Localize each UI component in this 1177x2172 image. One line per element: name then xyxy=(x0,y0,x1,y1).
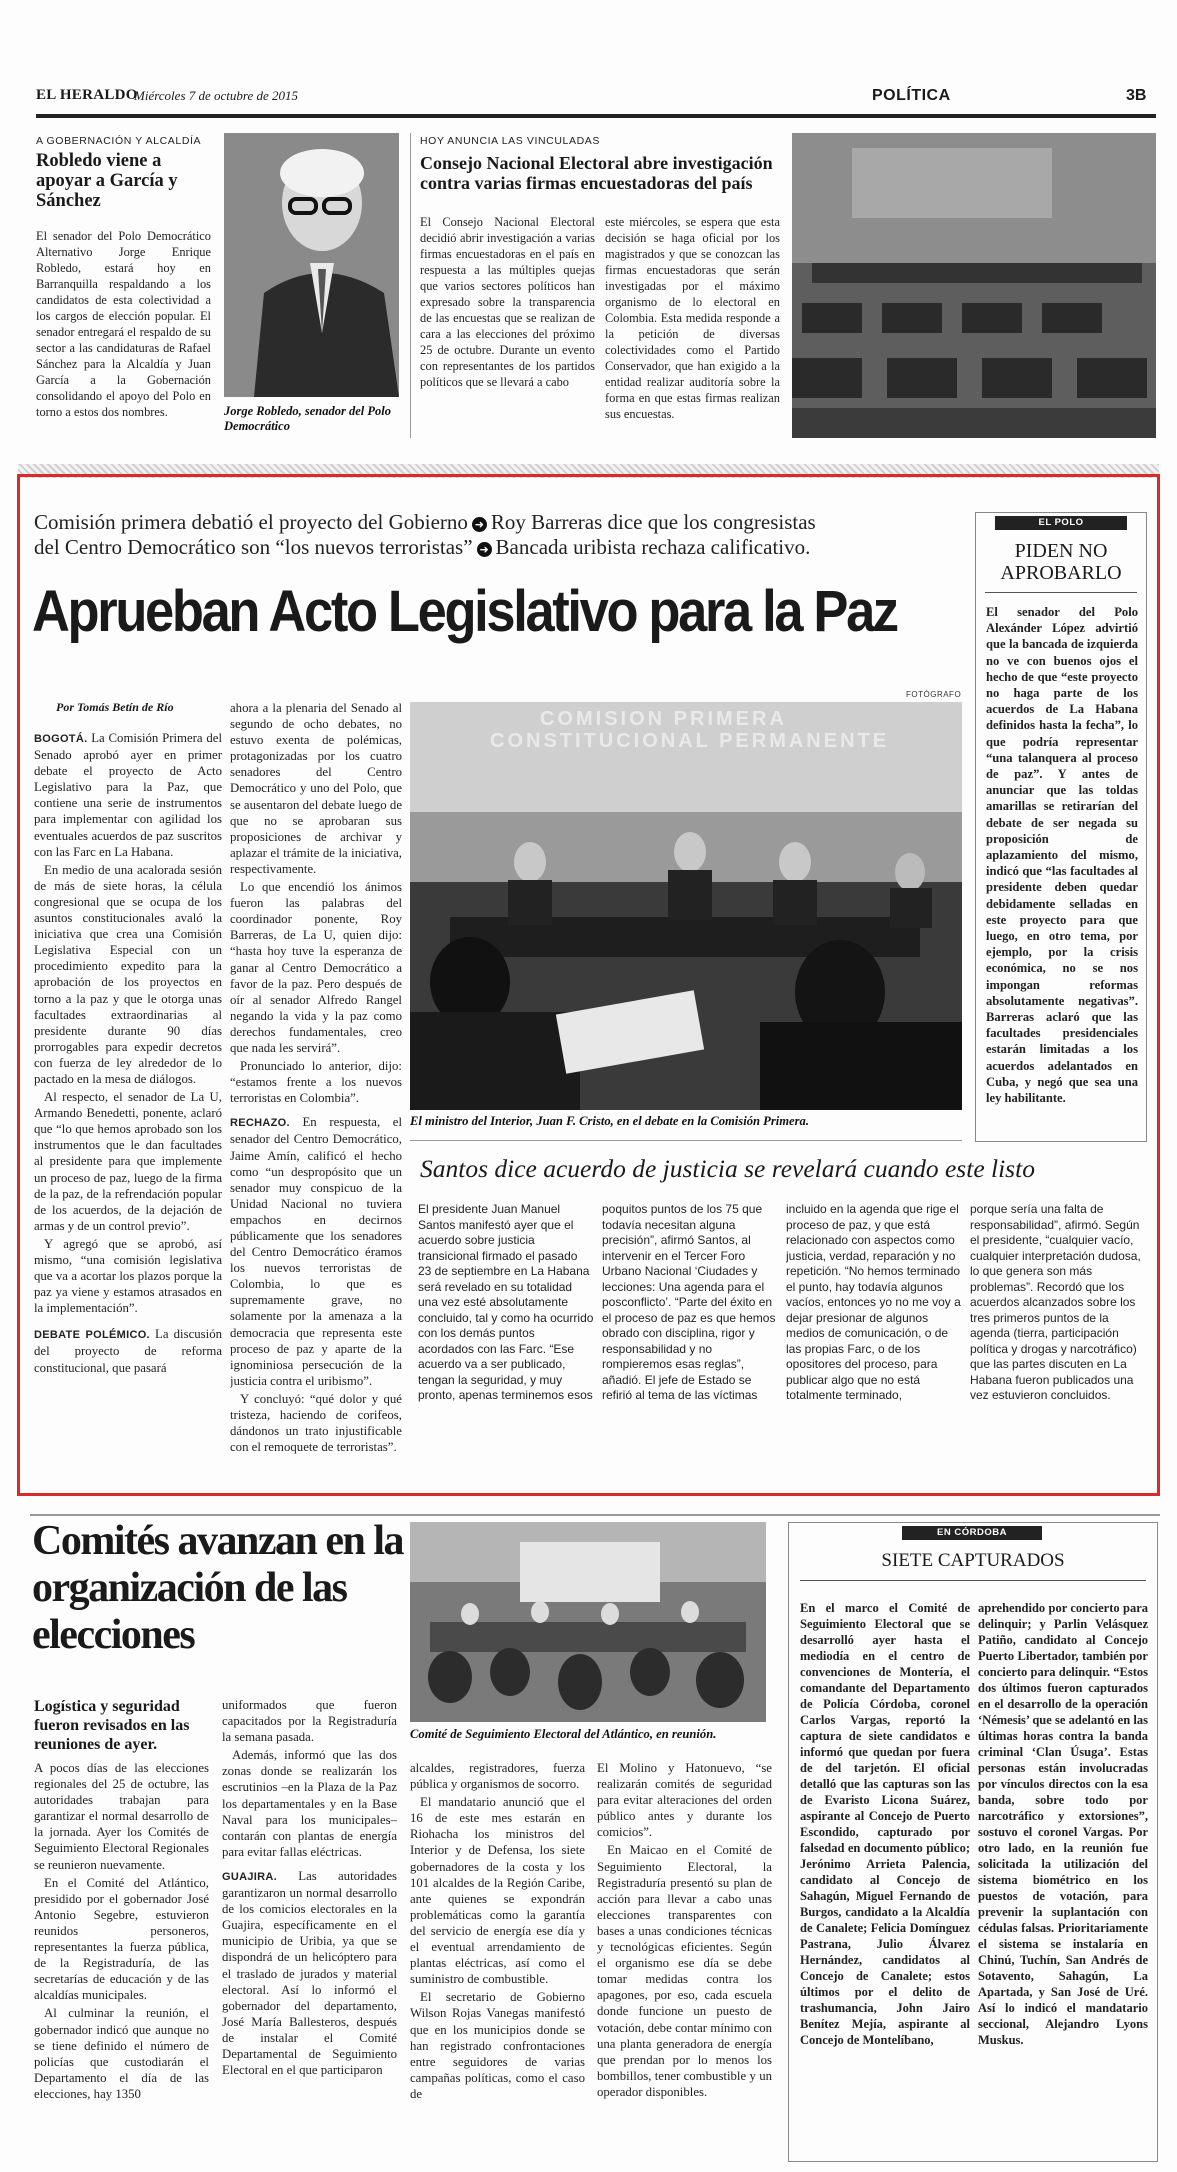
santos-col4: porque sería una falta de responsabilidad”, afirmó. Según el presidente, “cualquier vacío, cualquier interpretación dudosa, lo que genera son más problemas”. Recordó que los acuerdos alcanzados sobre los tres primeros puntos de la agenda (tierra, participación política y drogas y narcotráfico) que las partes discuten en La Habana fueron publicados una vez estuvieron concluidos. xyxy=(970,1202,1141,1402)
cne-col2: este miércoles, se espera que esta decisión se haga oficial por los magistrados y que se conozcan las firmas encuestadoras que serán investigadas por el máximo organismo de lo electoral en Colombia. Esta medida responde a la petición de diversas colectividades como el Partido Conservador, que han exigido a la entidad realizar auditoría sobre la forma en que estas firmas realizan sus encuestas. xyxy=(605,215,780,421)
comites-col3-p1: alcaldes, registradores, fuerza pública y organismos de socorro. xyxy=(410,1761,585,1792)
comites-col1-p2: En el Comité del Atlántico, presidido por el gobernador José Antonio Segebre, estuvieron reunidos personeros, representantes la fuerza pública, de la Registraduría, de las secretarías de educación y de las alcaldías municipales. xyxy=(34,1875,209,2003)
polo-kicker: EL POLO xyxy=(995,516,1127,530)
comites-photo xyxy=(410,1522,766,1722)
cne-kicker: HOY ANUNCIA LAS VINCULADAS xyxy=(420,135,600,147)
robledo-body: El senador del Polo Democrático Alternativo Jorge Enrique Robledo, estará hoy en Barranquilla respaldando a los candidatos de esta colectividad a los cargos de elección popular. El senador entregará el respaldo de su sector a las candidaturas de Rafael Sánchez para la Alcaldía y Juan García a la Gobernación consolidando el apoyo del Polo en torno a estos dos nombres. xyxy=(36,229,211,419)
main-col2-p2: Lo que encendió los ánimos fueron las palabras del coordinador ponente, Roy Barreras, de La U, quien dijo: “hasta hoy tuve la esperanza de ganar al Centro Democrático a favor de la paz. Pero después de oír al senador Alfredo Rangel negando la vida y la paz como derechos fundamentales, creo que nada les servirá”. xyxy=(230,880,402,1055)
santos-title: Santos dice acuerdo de justicia se revelará cuando este listo xyxy=(420,1154,1035,1183)
main-col2-p1: ahora a la plenaria del Senado al segundo de ocho debates, no estuvo exenta de polémicas, protagonizadas por los cuatro senadores del Centro Democrático y uno del Polo, que se ausentaron del debate luego de que no se aprobaran sus proposiciones de archivar y aplazar el trámite de la iniciativa, respectivamente. xyxy=(230,701,402,876)
deck-part-3: del Centro Democrático son “los nuevos terroristas” xyxy=(34,535,473,559)
main-col2-b1: En respuesta, el senador del Centro Democrático, Jaime Amín, calificó el hecho como “un despropósito que un senador muy conspicuo de la Unidad Nacional no tuviera empachos en decirnos públicamente que los senadores del Centro Democrático éramos los nuevos terroristas de Colombia, lo que es supremamente grave, no solamente por la amenaza a la democracia que representa este proceso de paz y aparte de la ignominiosa persecución de la justicia contra el uribismo”. xyxy=(230,1115,402,1388)
masthead xyxy=(36,84,1156,114)
comites-col3 xyxy=(410,1760,585,2160)
main-deck xyxy=(34,510,974,560)
main-col1-p1: La Comisión Primera del Senado aprobó ayer en primer debate el proyecto de Acto Legislativo para la Paz, que contiene una serie de instrumentos para implementar con agilidad los eventuales acuerdos de paz suscritos con las Farc en La Habana. xyxy=(34,731,222,859)
main-headline: Aprueban Acto Legislativo para la Paz xyxy=(32,579,897,644)
robledo-photo xyxy=(224,133,399,397)
arrow-right-icon: ➜ xyxy=(477,542,492,557)
deck-part-4: Bancada uribista rechaza calificativo. xyxy=(495,535,811,559)
main-col1-p3: Al respecto, el senador de La U, Armando Benedetti, ponente, aclaró que “lo que hemos aprobado son los instrumentos que le dan facultades al presidente para que implemente un proceso de paz, luego de la firma de la paz, de la refrendación popular de los acuerdos, de la dejación de armas y de un control previo”. xyxy=(34,1090,222,1233)
conference-room-icon xyxy=(792,133,1156,438)
comites-col2-p2: Además, informó que las dos zonas donde se realizarán los escrutinios –en la Plaza de la Paz los departamentales y en la Base Naval para los municipales– contarán con plantas de energía para evitar fallas eléctricas. xyxy=(222,1748,397,1859)
cordoba-title: SIETE CAPTURADOS xyxy=(881,1550,1065,1571)
caption-rule xyxy=(410,1140,962,1141)
cordoba-col1: En el marco el Comité de Seguimiento Electoral que se desarrolló ayer hasta el mediodía en el centro de convenciones de Montería, el comandante del Departamento de Policía Córdoba, coronel Carlos Vargas, reportó la captura de siete candidatos e informó que quedan por fuera de del tarjetón. El oficial detalló que las capturas son las de Evaristo Licona Suárez, aspirante al Concejo de Puerto Escondido, capturado por falsedad en documento público; Jerónimo Arrieta Palencia, candidato al Concejo de Sahagún, Miguel Fernando de Burgos, candidato a la Alcaldía de Canalete; Felicia Domínguez Pastrana, Julio Álvarez Hernández, candidatos al Concejo de Canalete; estos últimos por el delito de trashumancia, John Jairo Benítez Mejía, aspirante al Concejo de Montelíbano, xyxy=(800,1601,970,2047)
comites-col1-p1: A pocos días de las elecciones regionales del 25 de octubre, las autoridades trabajan para garantizar el normal desarrollo de la jornada. Ayer los Comités de Seguimiento Electoral Regionales se reunieron nuevamente. xyxy=(34,1761,209,1872)
cordoba-col2: aprehendido por concierto para delinquir; y Parlin Velásquez Patiño, candidato al Concejo Puerto Libertador, también por concierto para delinquir. “Estos dos últimos fueron capturados en el desarrollo de la operación ‘Némesis’ que se adelantó en las últimas horas contra la banda criminal ‘Clan Úsuga’. Estas personas están involucradas por vínculos directos con la esa banda, sobre todo por narcotráfico y extorsiones”, sostuvo el coronel Vargas. Por otro lado, en la reunión fue solicitada la utilización del sistema biométrico en los puestos de votación, para prevenir la suplantación con cédulas falsas. Prioritariamente el sistema se instalaría en Chinú, Tuchín, San Andrés de Sotavento, Sahagún, La Apartada, y San José de Uré. Así lo indicó el mandatario seccional, Alejandro Lyons Muskus. xyxy=(978,1601,1148,2047)
comites-col4 xyxy=(597,1760,772,2160)
main-col1-tail: La discusión del proyecto de reforma constitucional, que pasará xyxy=(34,1327,222,1375)
deck-part-1: Comisión primera debatió el proyecto del Gobierno xyxy=(34,510,468,534)
santos-col3: incluido en la agenda que rige el proceso de paz, y que está relacionado con aspectos como justicia, verdad, reparación y no repetición. “No hemos terminado el punto, hay todavía algunos vacíos, entonces yo no me voy a dejar presionar de algunos medios de comunicación, o de las propias Farc, o de los opositores del proceso, para publicar algo que no está totalmente terminado, xyxy=(786,1202,961,1402)
page-number: 3B xyxy=(1126,87,1147,104)
comites-headline: Comités avanzan en la organización de las elecciones xyxy=(32,1518,403,1658)
robledo-portrait-icon xyxy=(224,133,399,397)
issue-date: Miércoles 7 de octubre de 2015 xyxy=(134,88,299,103)
main-col1 xyxy=(34,730,222,1470)
comites-col4-p2: En Maicao en el Comité de Seguimiento Electoral, la Registraduría presentó su plan de acción para llevar a cabo unas elecciones transparentes con bases a unas condiciones técnicas y tecnológicas eficientes. Según el organismo ese día se debe tomar medidas contra los apagones, por eso, cada escuela donde funcione un puesto de votación, debe contar mínimo con una planta generadora de energía que prendan por lo menos los bombillos, tener combustible y un operador disponibles. xyxy=(597,1843,772,2099)
comites-col4-p1: El Molino y Hatonuevo, “se realizarán comités de seguridad para evitar alteraciones del orden público antes y durante los comicios”. xyxy=(597,1761,772,1840)
comites-col2-b: Las autoridades garantizaron un normal desarrollo de los comicios electorales en la Guajira, específicamente en el municipio de Uribia, ya que se dispondrá de un helicóptero para el traslado de jurados y material electoral. Así lo informó el gobernador del departamento, José María Ballesteros, después de instalar el Comité Departamental de Seguimiento Electoral en el que participaron xyxy=(222,1868,397,2078)
subhead-rechazo: RECHAZO. xyxy=(230,1117,290,1130)
polo-body: El senador del Polo Alexánder López advirtió que la bancada de izquierda no ve con buenos ojos el hecho de que “este proyecto no haga parte de los acuerdos de La Habana definidos hasta la fecha”, lo que podría representar “una talanquera al proceso de paz”. Y antes de anunciar que las toldas amarillas se retirarían del debate de ser negada su proposición de aplazamiento del mismo, indicó que “las facultades al presidente deben quedar debidamente selladas en este proyecto para que luego, en otro tema, por ejemplo, por la crisis económica, no se nos impongan reformas absolutamente negativas”. Barreras aclaró que las facultades presidenciales estarán limitadas a los acuerdos adelantados en Cuba, y negó que sea una ley habilitante. xyxy=(986,605,1138,1106)
photo-credit: FOTÓGRAFO xyxy=(906,690,962,699)
deck-part-2: Roy Barreras dice que los congresistas xyxy=(490,510,816,534)
robledo-kicker: A GOBERNACIÓN Y ALCALDÍA xyxy=(36,135,202,147)
robledo-title: Robledo viene a apoyar a García y Sánchez xyxy=(36,151,178,211)
bottom-rule xyxy=(30,1514,1160,1516)
cordoba-kicker: EN CÓRDOBA xyxy=(902,1526,1042,1540)
robledo-caption: Jorge Robledo, senador del Polo Democrático xyxy=(224,404,392,433)
cordoba-title-rule xyxy=(800,1580,1146,1581)
dateline: BOGOTÁ. xyxy=(34,733,88,745)
comites-col2-p1: uniformados que fueron capacitados por la Registraduría la semana pasada. xyxy=(222,1698,397,1745)
main-col2-p3: Pronunciado lo anterior, dijo: “estamos frente a los nuevos terroristas en Colombia”. xyxy=(230,1059,402,1106)
comites-col1 xyxy=(34,1760,209,2160)
arrow-right-icon: ➜ xyxy=(472,517,487,532)
meeting-room-icon xyxy=(410,1522,766,1722)
cne-title: Consejo Nacional Electoral abre investigación contra varias firmas encuestadoras del país xyxy=(420,153,773,193)
banner-line-1: COMISION PRIMERA xyxy=(540,708,787,730)
comites-col1-p3: Al culminar la reunión, el gobernador indicó que aunque no se tiene definido el número de policías que custodiarán el Departamento el día de las elecciones, hay 1350 xyxy=(34,2006,209,2101)
comites-col2 xyxy=(222,1697,397,2157)
polo-title: PIDEN NO APROBARLO xyxy=(1000,540,1122,584)
polo-title-rule xyxy=(985,592,1137,593)
section-name: POLÍTICA xyxy=(872,87,951,104)
main-col1-p4: Y agregó que se aprobó, así mismo, “una comisión legislativa que va a acortar los plazos porque la paz ya viene y estamos atrasados en la implementación”. xyxy=(34,1236,222,1316)
paper-name: EL HERALDO xyxy=(36,87,138,103)
masthead-rule xyxy=(36,114,1156,118)
main-photo xyxy=(410,702,962,1110)
comites-sub: Logística y seguridad fueron revisados en las reuniones de ayer. xyxy=(34,1698,190,1753)
main-col1-p2: En medio de una acalorada sesión de más de siete horas, la célula congresional que se ocupa de los asuntos constitucionales avaló la iniciativa que crea una Comisión Legislativa Especial con un procedimiento expedito para la aprobación de los proyectos en torno a la paz y que le otorga unas facultades extraordinarias al presidente durante 90 días prorrogables para expedir decretos con fuerza de ley alrededor de lo pactado en la mesa de diálogos. xyxy=(34,862,222,1086)
comites-caption: Comité de Seguimiento Electoral del Atlántico, en reunión. xyxy=(410,1727,717,1741)
cne-col1: El Consejo Nacional Electoral decidió abrir investigación a varias firmas encuestadoras en el país en respuesta a las múltiples quejas que varios sectores políticos han expresado sobre la transparencia de las encuestas que se realizan de cara a las elecciones del próximo 25 de octubre. Durante un evento con representantes de los partidos políticos que se llevará a cabo xyxy=(420,215,595,389)
main-caption: El ministro del Interior, Juan F. Cristo, en el debate en la Comisión Primera. xyxy=(410,1114,809,1128)
comites-col3-p3: El secretario de Gobierno Wilson Rojas Vanegas manifestó que en los municipios donde se han registrado confrontaciones entre seguidores de varias campañas políticas, como el caso de xyxy=(410,1990,585,2101)
subhead-debate: DEBATE POLÉMICO. xyxy=(34,1329,150,1342)
subhead-guajira: GUAJIRA. xyxy=(222,1870,277,1883)
cne-photo xyxy=(792,133,1156,438)
main-col2 xyxy=(230,700,402,1470)
top-divider-1 xyxy=(410,133,411,438)
senate-commission-icon xyxy=(410,702,962,1110)
main-byline: Por Tomás Betín de Río xyxy=(56,700,174,714)
main-col2-b2: Y concluyó: “qué dolor y qué tristeza, haciendo de corifeos, dándonos un trato injustificable con el remoquete de terroristas”. xyxy=(230,1391,402,1455)
santos-col1: El presidente Juan Manuel Santos manifestó ayer que el acuerdo sobre justicia transicional firmado el pasado 23 de septiembre en La Habana será revelado en su totalidad una vez esté absolutamente concluido, tal y como ha ocurrido con los demás puntos acordados con las Farc. “Ese acuerdo va a ser publicado, tengan la seguridad, y muy pronto, apenas terminemos esos xyxy=(418,1202,594,1402)
santos-col2: poquitos puntos de los 75 que todavía necesitan alguna precisión”, afirmó Santos, al intervenir en el Tercer Foro Urbano Nacional ‘Ciudades y lecciones: Una agenda para el posconflicto’. “Parte del éxito en el proceso de paz es que hemos obrado con disciplina, rigor y responsabilidad y no rompieremos esas reglas”, añadió. El jefe de Estado se refirió al tema de las víctimas xyxy=(602,1202,776,1402)
comites-col3-p2: El mandatario anunció que el 16 de este mes estarán en Riohacha los ministros del Interior y de Defensa, los siete gobernadores de la costa y los 101 alcaldes de la Región Caribe, ante quienes se expondrán problemáticas como la garantía del servicio de energía ese día y el eventual arrendamiento de plantas eléctricas, así como el suministro de combustible. xyxy=(410,1795,585,1987)
banner-line-2: CONSTITUCIONAL PERMANENTE xyxy=(490,730,890,752)
